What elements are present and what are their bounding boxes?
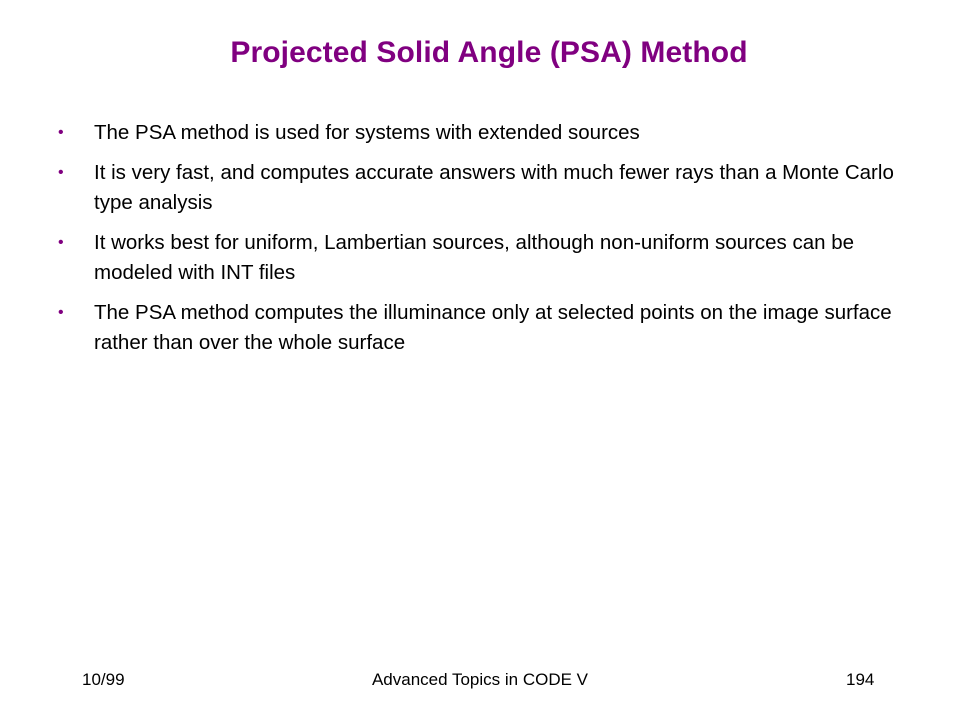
bullet-item [58, 158, 918, 218]
bullet-item [58, 118, 918, 148]
bullet-text: The PSA method computes the illuminance only at selected points on the image surface rather than over the whole surface [94, 301, 892, 354]
bullet-icon: • [58, 234, 64, 251]
bullet-text: The PSA method is used for systems with extended sources [94, 121, 640, 144]
bullet-icon: • [58, 304, 64, 321]
bullet-icon: • [58, 124, 64, 141]
footer-date: 10/99 [82, 670, 125, 689]
bullet-icon: • [58, 164, 64, 181]
bullet-item [58, 298, 918, 358]
bullet-text: It works best for uniform, Lambertian sources, although non-uniform sources can be modeled with INT files [94, 231, 855, 284]
bullet-list [58, 118, 918, 368]
bullet-text: It is very fast, and computes accurate answers with much fewer rays than a Monte Carlo type analysis [94, 161, 894, 214]
page-number: 194 [846, 670, 875, 689]
slide-title: Projected Solid Angle (PSA) Method [230, 36, 748, 69]
footer-title: Advanced Topics in CODE V [371, 670, 589, 689]
bullet-item [58, 228, 918, 288]
